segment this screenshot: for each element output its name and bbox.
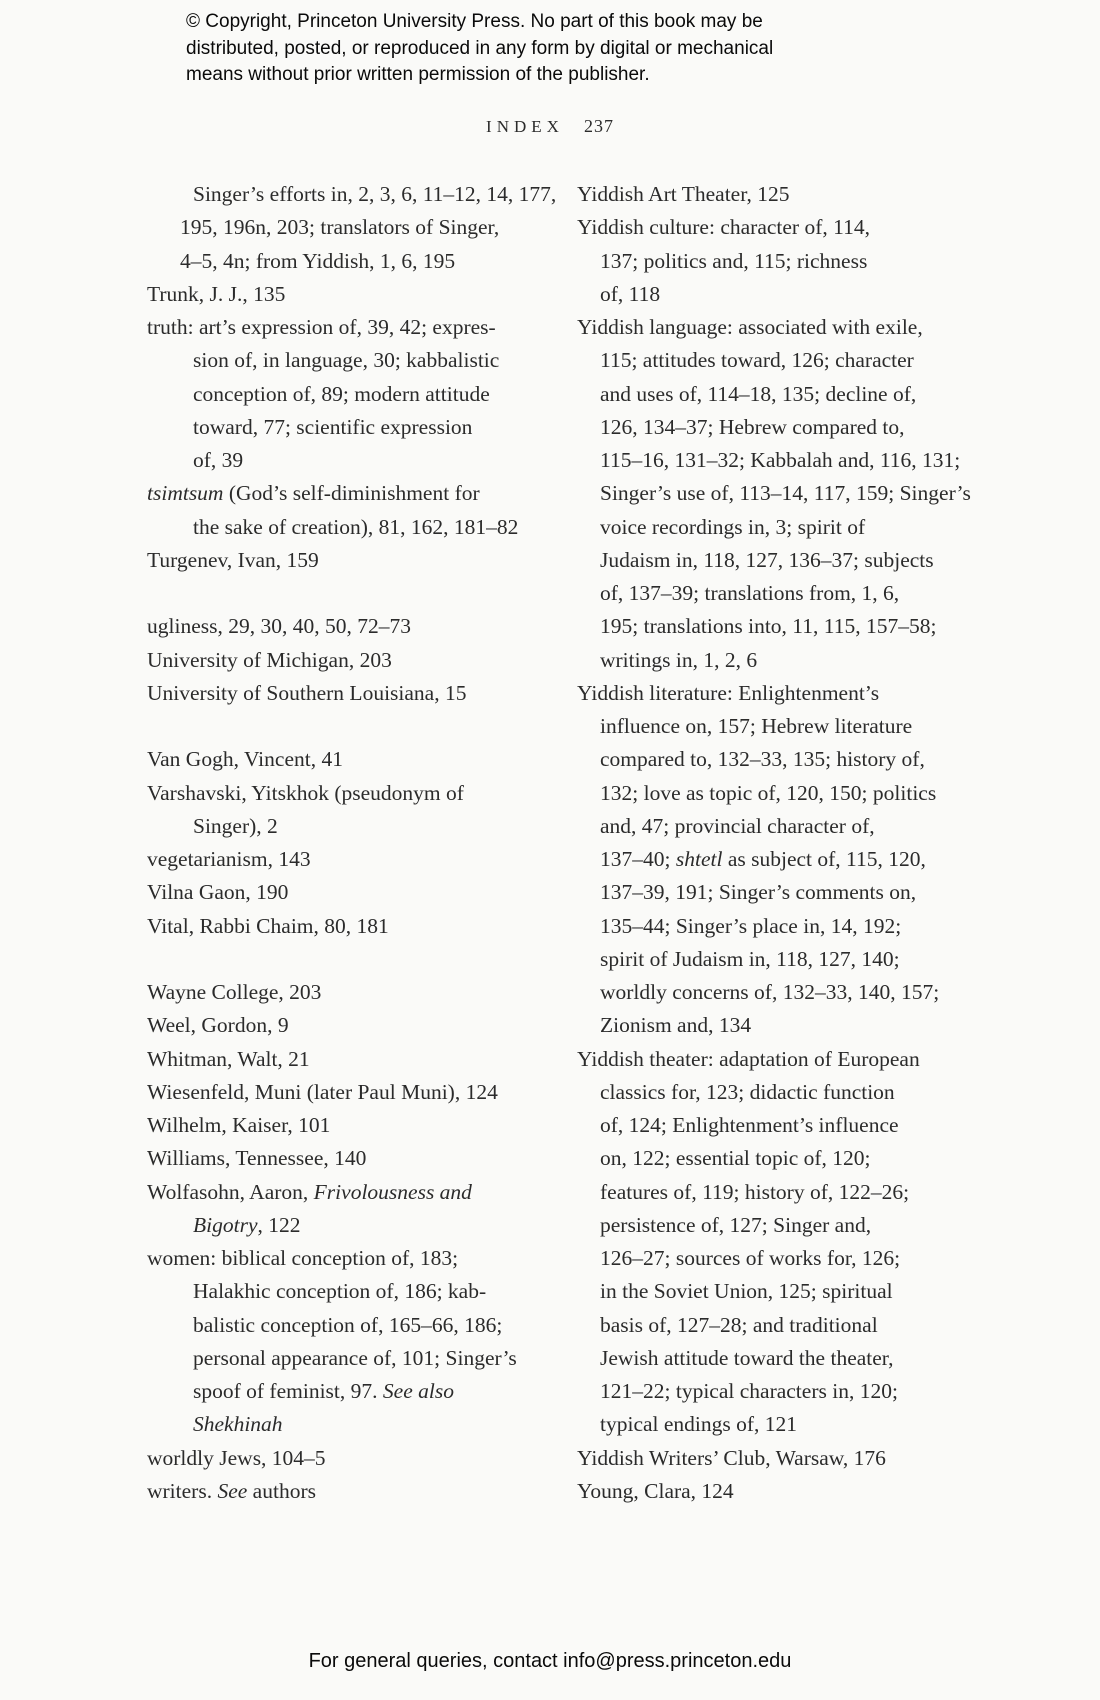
index-line-segment: University of Southern Louisiana, 15 bbox=[147, 680, 467, 705]
index-line-segment: Wiesenfeld, Muni (later Paul Muni), 124 bbox=[147, 1079, 498, 1104]
index-line-segment: sion of, in language, 30; kabbalistic bbox=[193, 348, 500, 373]
index-line-segment: 132; love as topic of, 120, 150; politics bbox=[600, 780, 937, 805]
index-line bbox=[577, 876, 977, 909]
index-line-segment: , 122 bbox=[257, 1212, 301, 1237]
index-line-segment: 115–16, 131–32; Kabbalah and, 116, 131; bbox=[600, 448, 961, 472]
index-line bbox=[577, 943, 977, 976]
index-line bbox=[147, 743, 562, 776]
index-line-segment: typical endings of, 121 bbox=[600, 1412, 798, 1437]
index-line bbox=[577, 311, 977, 344]
index-line bbox=[577, 677, 977, 710]
index-line-segment: truth: art’s expression of, 39, 42; expres- bbox=[147, 315, 496, 339]
index-line bbox=[147, 644, 562, 677]
index-line-segment: Weel, Gordon, 9 bbox=[147, 1013, 289, 1038]
index-line bbox=[147, 1408, 562, 1441]
index-line bbox=[577, 1176, 977, 1209]
index-line bbox=[147, 444, 562, 477]
index-line-segment: Singer), 2 bbox=[193, 813, 278, 838]
index-line bbox=[577, 1043, 977, 1076]
index-line-segment: spoof of feminist, 97. bbox=[193, 1379, 383, 1403]
index-line-segment: Wolfasohn, Aaron, bbox=[147, 1179, 314, 1204]
index-line bbox=[147, 1142, 562, 1175]
index-line bbox=[577, 1375, 977, 1408]
index-line-segment: authors bbox=[247, 1478, 316, 1503]
index-line bbox=[577, 411, 977, 444]
index-line bbox=[147, 511, 562, 544]
index-line-segment: conception of, 89; modern attitude bbox=[193, 381, 490, 406]
index-line bbox=[147, 178, 562, 211]
index-line bbox=[577, 278, 977, 311]
index-line-segment: basis of, 127–28; and traditional bbox=[600, 1312, 878, 1337]
index-line-segment: of, 118 bbox=[600, 281, 661, 306]
index-line-segment: of, 124; Enlightenment’s influence bbox=[600, 1113, 899, 1137]
index-line bbox=[577, 1209, 977, 1242]
index-line bbox=[577, 610, 977, 643]
index-line-segment: Judaism in, 118, 127, 136–37; subjects bbox=[600, 547, 934, 572]
index-line-segment: 137–39, 191; Singer’s comments on, bbox=[600, 880, 917, 905]
index-line-segment: Singer’s use of, 113–14, 117, 159; Singer’s bbox=[600, 481, 971, 506]
index-line bbox=[147, 910, 562, 943]
index-line-segment: voice recordings in, 3; spirit of bbox=[600, 514, 866, 539]
index-line-segment: as subject of, 115, 120, bbox=[722, 847, 926, 871]
index-line-segment: personal appearance of, 101; Singer’s bbox=[193, 1345, 517, 1370]
index-line bbox=[577, 1109, 977, 1142]
index-line-segment: Halakhic conception of, 186; kab- bbox=[193, 1279, 487, 1304]
index-line-segment: Young, Clara, 124 bbox=[577, 1478, 734, 1503]
index-line-segment: 115; attitudes toward, 126; character bbox=[600, 348, 914, 373]
index-line-segment-italic: shtetl bbox=[675, 847, 723, 871]
index-line-segment: in the Soviet Union, 125; spiritual bbox=[600, 1279, 893, 1304]
index-line bbox=[147, 1209, 562, 1242]
index-line bbox=[147, 1109, 562, 1142]
index-line bbox=[147, 843, 562, 876]
page-header bbox=[0, 116, 1100, 137]
index-line-segment: Yiddish theater: adaptation of European bbox=[577, 1046, 920, 1071]
index-line-segment: 195, 196n, 203; translators of Singer, bbox=[180, 215, 500, 240]
index-line-segment: persistence of, 127; Singer and, bbox=[600, 1212, 872, 1237]
index-line bbox=[147, 610, 562, 643]
index-line-segment: writings in, 1, 2, 6 bbox=[600, 647, 758, 672]
index-line-segment: 137–40; bbox=[600, 847, 676, 871]
index-line bbox=[147, 344, 562, 377]
page-title: INDEX bbox=[486, 117, 564, 136]
footer-contact: For general queries, contact info@press.princeton.edu bbox=[308, 1650, 792, 1672]
index-line-segment: Singer’s efforts in, 2, 3, 6, 11–12, 14, 177, bbox=[193, 182, 557, 206]
index-line bbox=[147, 378, 562, 411]
index-line-segment: Van Gogh, Vincent, 41 bbox=[147, 747, 343, 772]
index-line bbox=[577, 378, 977, 411]
index-line bbox=[577, 910, 977, 943]
index-line bbox=[577, 1342, 977, 1375]
index-line-segment: Jewish attitude toward the theater, bbox=[600, 1345, 894, 1370]
index-line-segment: the sake of creation), 81, 162, 181–82 bbox=[193, 514, 519, 539]
index-line bbox=[577, 1408, 977, 1441]
index-line bbox=[147, 876, 562, 909]
index-line-segment: classics for, 123; didactic function bbox=[600, 1079, 895, 1104]
index-line bbox=[577, 477, 977, 510]
index-line-segment-italic: Shekhinah bbox=[193, 1412, 283, 1437]
index-blank-line bbox=[147, 943, 562, 976]
index-line-segment: of, 137–39; translations from, 1, 6, bbox=[600, 581, 900, 605]
index-line-segment: Whitman, Walt, 21 bbox=[147, 1046, 310, 1071]
index-line-segment: Yiddish Writers’ Club, Warsaw, 176 bbox=[577, 1445, 886, 1470]
index-line-segment: ugliness, 29, 30, 40, 50, 72–73 bbox=[147, 614, 411, 639]
index-line-segment: and, 47; provincial character of, bbox=[600, 813, 875, 838]
index-line bbox=[577, 743, 977, 776]
index-line bbox=[147, 411, 562, 444]
index-line-segment: 126, 134–37; Hebrew compared to, bbox=[600, 414, 905, 439]
index-line-segment: writers. bbox=[147, 1478, 218, 1503]
index-line bbox=[147, 1442, 562, 1475]
index-line bbox=[147, 311, 562, 344]
index-line bbox=[577, 1475, 977, 1508]
index-line bbox=[147, 777, 562, 810]
index-line bbox=[147, 278, 562, 311]
index-line bbox=[577, 444, 977, 477]
index-line bbox=[147, 677, 562, 710]
index-line bbox=[577, 1309, 977, 1342]
index-line bbox=[147, 1475, 562, 1508]
index-column-right bbox=[577, 178, 977, 1508]
index-line bbox=[577, 211, 977, 244]
index-line-segment: Yiddish culture: character of, 114, bbox=[577, 215, 870, 240]
index-line-segment: Zionism and, 134 bbox=[600, 1013, 752, 1038]
index-line bbox=[577, 777, 977, 810]
index-line-segment: Yiddish Art Theater, 125 bbox=[577, 182, 790, 206]
index-blank-line bbox=[147, 710, 562, 743]
index-line-segment: Yiddish language: associated with exile, bbox=[577, 315, 923, 339]
index-line bbox=[577, 544, 977, 577]
index-line bbox=[577, 1076, 977, 1109]
index-line-segment: of, 39 bbox=[193, 448, 244, 472]
index-line-segment: and uses of, 114–18, 135; decline of, bbox=[600, 381, 917, 406]
index-line bbox=[577, 511, 977, 544]
index-line bbox=[577, 1442, 977, 1475]
index-line bbox=[577, 843, 977, 876]
index-line-segment: women: biblical conception of, 183; bbox=[147, 1246, 459, 1270]
index-line-segment: 195; translations into, 11, 115, 157–58; bbox=[600, 614, 937, 639]
index-line bbox=[147, 1309, 562, 1342]
index-line-segment-italic: Frivolousness and bbox=[313, 1179, 472, 1204]
index-line-segment: worldly concerns of, 132–33, 140, 157; bbox=[600, 980, 940, 1004]
index-line-segment: Vilna Gaon, 190 bbox=[147, 880, 289, 905]
index-line bbox=[577, 245, 977, 278]
copyright-line-3: means without prior written permission of the publisher. bbox=[186, 64, 650, 85]
index-line bbox=[147, 477, 562, 510]
index-line-segment: Turgenev, Ivan, 159 bbox=[147, 547, 319, 572]
index-line bbox=[577, 1009, 977, 1042]
index-line-segment: 4–5, 4n; from Yiddish, 1, 6, 195 bbox=[180, 248, 456, 273]
index-line bbox=[147, 1375, 562, 1408]
index-line bbox=[147, 976, 562, 1009]
index-line bbox=[147, 544, 562, 577]
index-line bbox=[577, 710, 977, 743]
index-line-segment: on, 122; essential topic of, 120; bbox=[600, 1146, 871, 1171]
copyright-notice bbox=[186, 9, 773, 89]
index-line bbox=[577, 644, 977, 677]
index-line-segment: worldly Jews, 104–5 bbox=[147, 1445, 326, 1470]
index-line-segment-italic: tsimtsum bbox=[147, 481, 224, 506]
index-line-segment-italic: Bigotry bbox=[193, 1212, 258, 1237]
index-line-segment-italic: See bbox=[217, 1478, 248, 1503]
index-line-segment: compared to, 132–33, 135; history of, bbox=[600, 747, 925, 772]
index-line bbox=[577, 810, 977, 843]
index-line bbox=[147, 1242, 562, 1275]
index-line-segment: 126–27; sources of works for, 126; bbox=[600, 1246, 901, 1270]
index-line-segment: Varshavski, Yitskhok (pseudonym of bbox=[147, 780, 464, 805]
index-line-segment: Williams, Tennessee, 140 bbox=[147, 1146, 367, 1171]
index-line-segment: vegetarianism, 143 bbox=[147, 847, 311, 871]
index-line-segment-italic: See also bbox=[382, 1379, 454, 1403]
copyright-line-1: © Copyright, Princeton University Press. No part of this book may be bbox=[186, 11, 763, 32]
index-line bbox=[147, 1275, 562, 1308]
index-line bbox=[577, 1275, 977, 1308]
index-line-segment: Yiddish literature: Enlightenment’s bbox=[577, 680, 880, 705]
index-line-segment: balistic conception of, 165–66, 186; bbox=[193, 1312, 503, 1337]
index-line bbox=[147, 1043, 562, 1076]
copyright-line-2: distributed, posted, or reproduced in any form by digital or mechanical bbox=[186, 37, 774, 59]
index-line bbox=[577, 577, 977, 610]
index-blank-line bbox=[147, 577, 562, 610]
index-line-segment: Vital, Rabbi Chaim, 80, 181 bbox=[147, 913, 389, 938]
index-line bbox=[147, 1176, 562, 1209]
index-line-segment: features of, 119; history of, 122–26; bbox=[600, 1179, 910, 1204]
index-line bbox=[147, 1009, 562, 1042]
index-line bbox=[577, 178, 977, 211]
index-line-segment: spirit of Judaism in, 118, 127, 140; bbox=[600, 946, 900, 971]
index-line-segment: toward, 77; scientific expression bbox=[193, 414, 473, 439]
index-line-segment: Wilhelm, Kaiser, 101 bbox=[147, 1113, 331, 1137]
index-line-segment: (God’s self-diminishment for bbox=[223, 481, 480, 506]
index-line bbox=[577, 344, 977, 377]
index-column-left bbox=[147, 178, 562, 1508]
index-line-segment: influence on, 157; Hebrew literature bbox=[600, 714, 913, 738]
index-line-segment: Wayne College, 203 bbox=[147, 980, 322, 1004]
index-line bbox=[577, 1242, 977, 1275]
index-line-segment: University of Michigan, 203 bbox=[147, 647, 392, 672]
index-line bbox=[147, 810, 562, 843]
index-line bbox=[147, 1342, 562, 1375]
index-line-segment: Trunk, J. J., 135 bbox=[147, 281, 286, 306]
index-line-segment: 137; politics and, 115; richness bbox=[600, 248, 868, 273]
index-line bbox=[577, 1142, 977, 1175]
index-line-segment: 121–22; typical characters in, 120; bbox=[600, 1379, 898, 1403]
index-line bbox=[147, 211, 562, 244]
index-line bbox=[577, 976, 977, 1009]
index-line-segment: 135–44; Singer’s place in, 14, 192; bbox=[600, 913, 902, 938]
page-number: 237 bbox=[583, 116, 614, 136]
index-line bbox=[147, 1076, 562, 1109]
index-line bbox=[147, 245, 562, 278]
